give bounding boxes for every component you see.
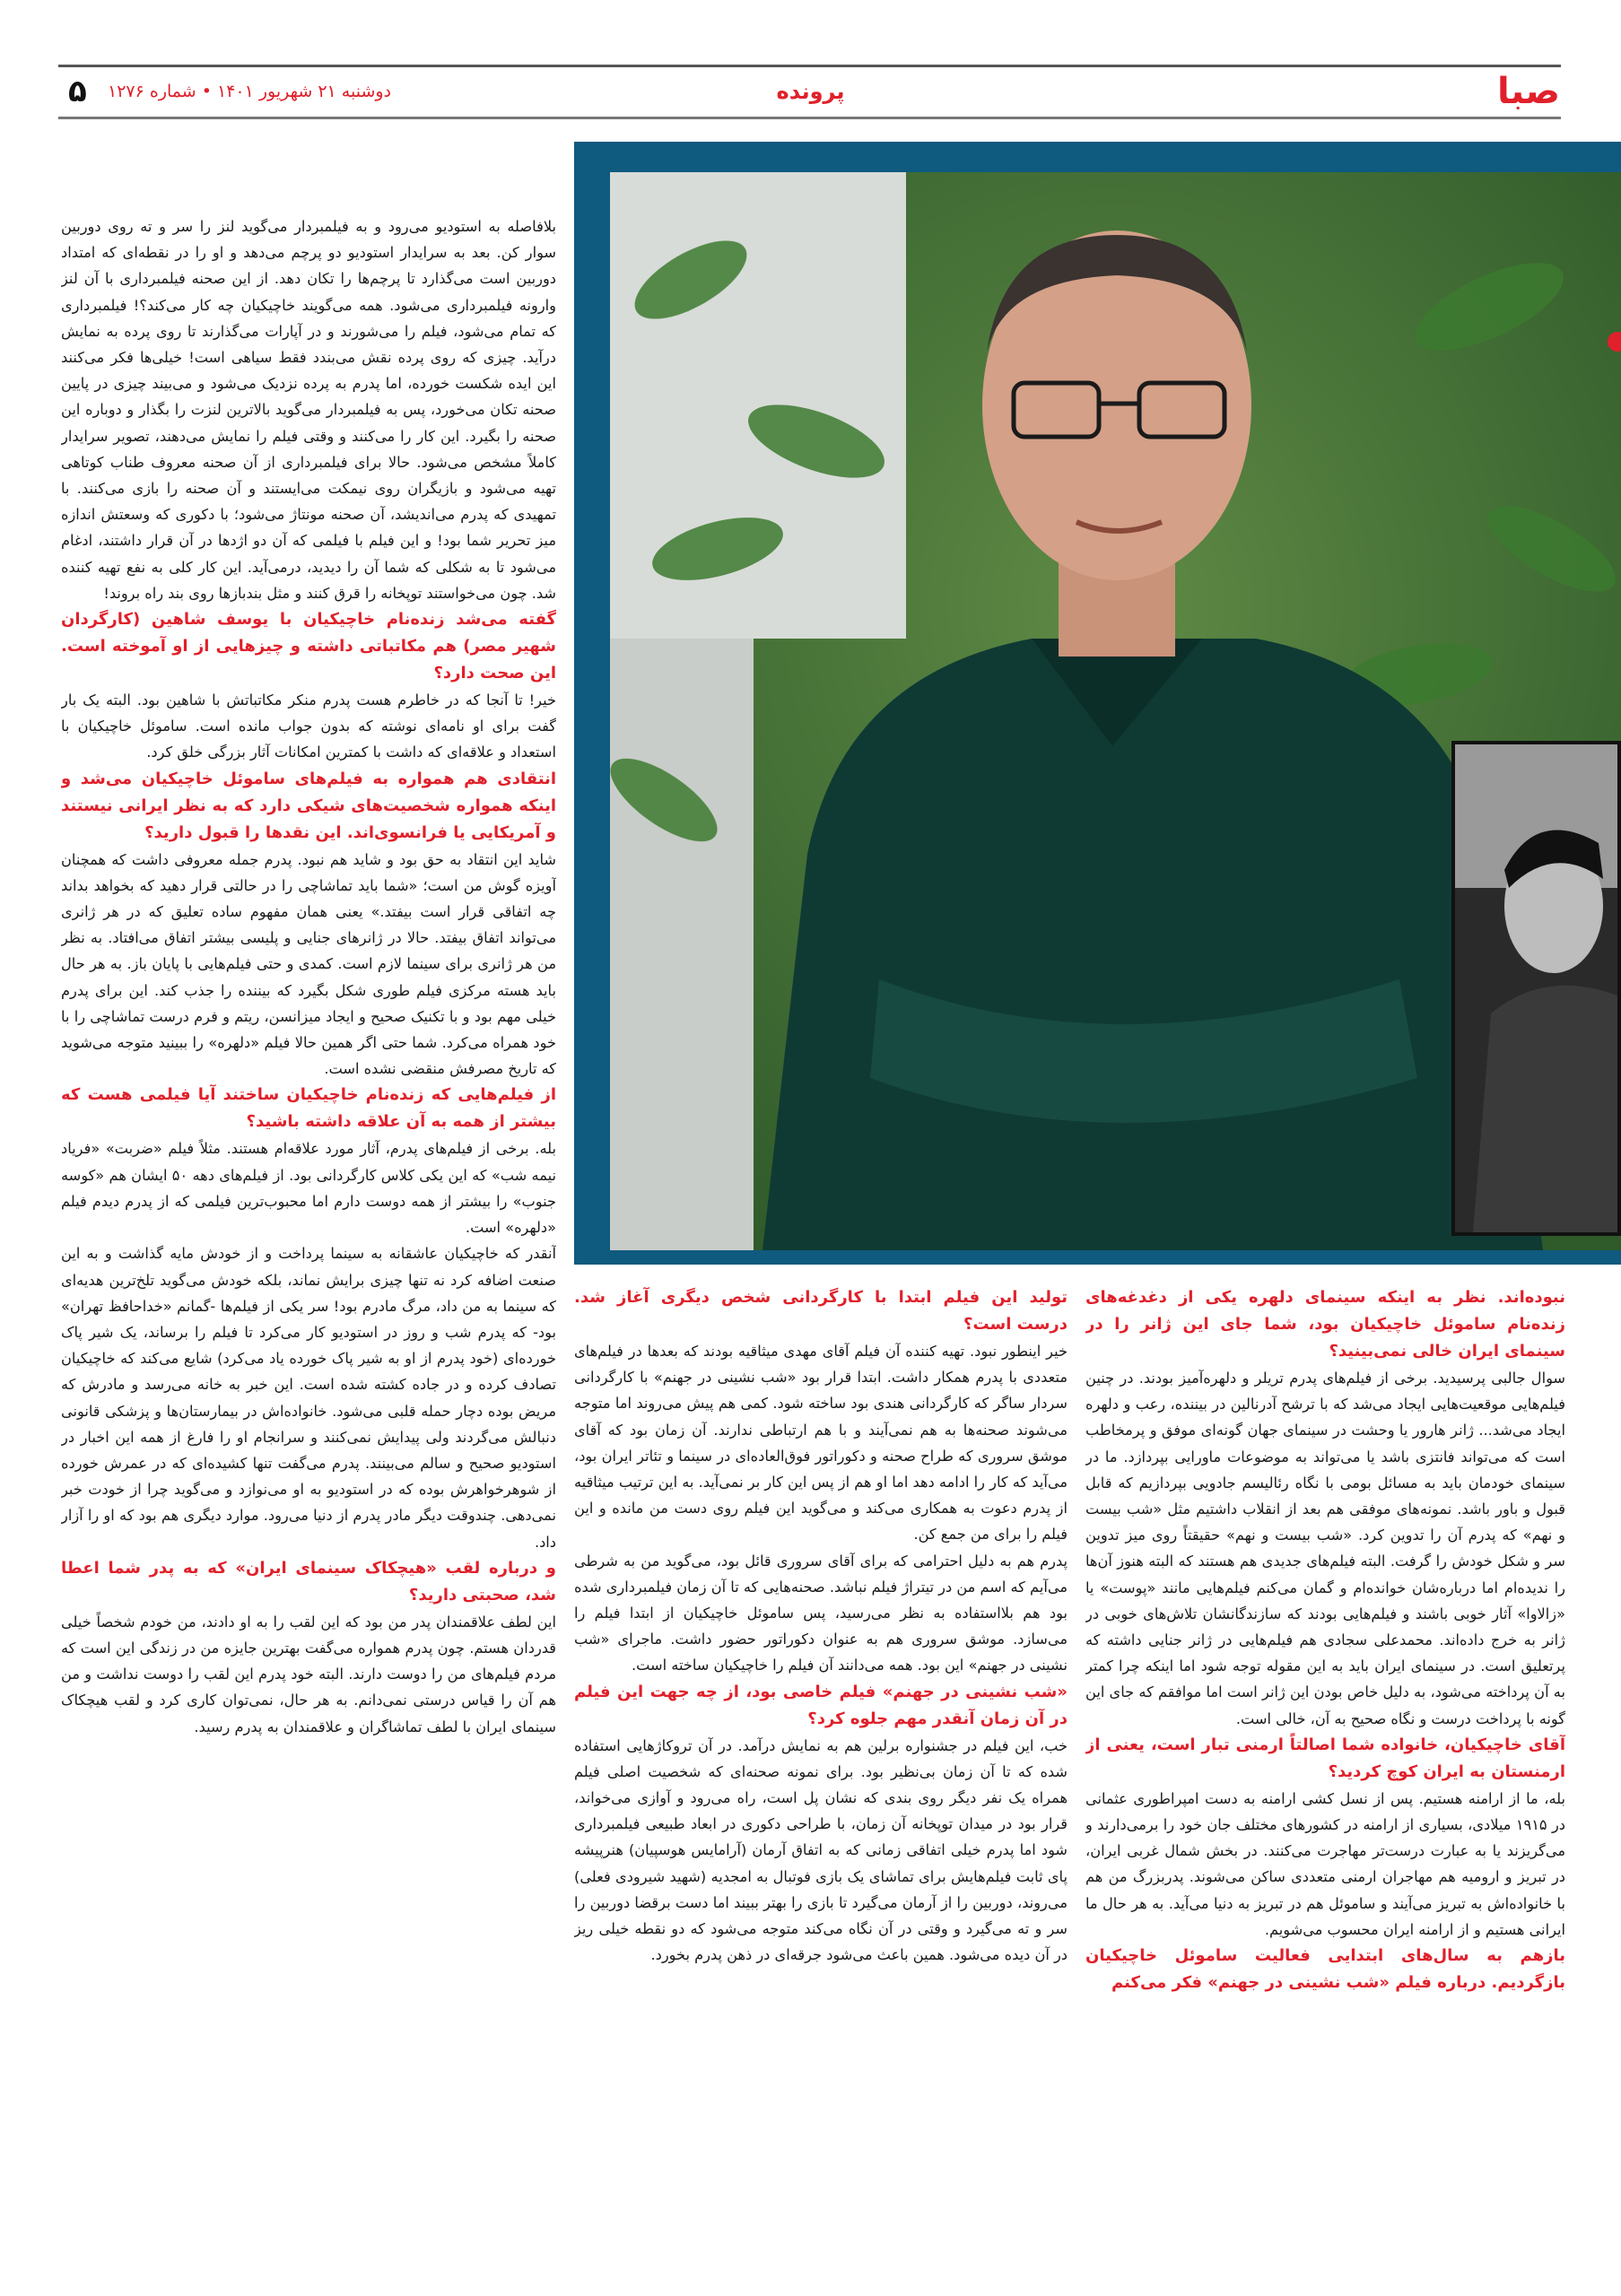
article-column-right bbox=[1085, 1284, 1565, 2235]
interview-question: از فیلم‌هایی که زنده‌نام خاچیکیان ساختند آیا فیلمی هست که بیشتر از همه به آن علاقه داشته باشید؟ bbox=[61, 1085, 556, 1132]
article-paragraph: این لطف علاقمندان پدر من بود که این لقب را به او دادند، من خودم شخصاً خیلی قدردان هستم. چون پدرم همواره می‌گفت بهترین جایزه من در زندگی این است که مردم فیلم‌های من را دوست دارند. البته خود پدرم این لقب را دوست نداشت و من هم آن را قیاس درستی نمی‌دانم. به هر حال، نمی‌توان کاری کرد و لقب هیچکاک سینمای ایران با لطف تماشاگران و علاقمندان به پدرم رسید. bbox=[61, 1613, 556, 1735]
interview-question: آقای خاچیکیان، خانواده شما اصالتاً ارمنی تبار است، یعنی از ارمنستان به ایران کوچ کردید؟ bbox=[1085, 1735, 1565, 1781]
interview-question: بازهم به سال‌های ابتدایی فعالیت ساموئل خاچیکیان بازگردیم. درباره فیلم «شب نشینی در جهنم» فکر می‌کنم bbox=[1085, 1946, 1565, 1993]
article-paragraph: خیر! تا آنجا که در خاطرم هست پدرم منکر مکاتباتش با شاهین بود. البته یک بار گفت برای او نامه‌ای نوشته که بدون جواب مانده است. ساموئل خاچیکیان با استعداد و علاقه‌ای که داشت با کمترین امکانات آثار بزرگی خلق کرد. bbox=[61, 691, 556, 761]
bw-photo-illustration bbox=[1455, 744, 1617, 1232]
red-marker-dot bbox=[1608, 332, 1621, 352]
section-title: پرونده bbox=[776, 79, 845, 104]
header-bottom-rule bbox=[58, 117, 1561, 119]
article-column-left bbox=[61, 213, 556, 2231]
archive-photo-inset bbox=[1451, 741, 1621, 1236]
interview-question: تولید این فیلم ابتدا با کارگردانی شخص دیگری آغاز شد. درست است؟ bbox=[574, 1288, 1068, 1334]
interview-question: نبوده‌اند. نظر به اینکه سینمای دلهره یکی از دغدغه‌های زنده‌نام ساموئل خاچیکیان بود، شما جای این ژانر را در سینمای ایران خالی نمی‌بینید؟ bbox=[1085, 1288, 1565, 1361]
interview-question: «شب نشینی در جهنم» فیلم خاصی بود، از چه جهت این فیلم در آن زمان آنقدر مهم جلوه کرد؟ bbox=[574, 1682, 1068, 1728]
article-paragraph: آنقدر که خاچیکیان عاشقانه به سینما پرداخت و از خودش مایه گذاشت و به این صنعت اضافه کرد نه تنها چیزی برایش نماند، بلکه خودش می‌گوید تلخ‌ترین هدیه‌ای که سینما به من داد، مرگ مادرم بود! سر یکی از فیلم‌ها -گمانم «خداحافظ تهران» بود- که پدرم شب و روز در استودیو کار می‌کرد تا فیلم را برساند، یک شیر پاک خورده‌ای (خود پدرم از او به شیر پاک خورده یاد می‌کرد) شایع می‌کند که خاچیکیان تصادف کرده و در جاده کشته شده است. این خبر به خانه می‌رسد و مادرش که مریض بوده دچار حمله قلبی می‌شود. خانواده‌اش در بیمارستان‌ها و پزشکی قانونی دنبالش می‌گردند ولی پیدایش نمی‌کنند و سرانجام او را فارغ از همه این اخبار در استودیو صحیح و سالم می‌بینند. پدرم می‌گفت تنها کشیده‌ای که در عمرش خورده از شوهرخواهرش بوده که در استودیو به او می‌نوازد و می‌گوید چرا از خودت خبر نمی‌دهی. چندوقت دیگر مادر پدرم از دنیا می‌رود. موارد دیگری هم بود که او را آزار داد. bbox=[61, 1245, 556, 1551]
article-paragraph: بله، ما از ارامنه هستیم. پس از نسل کشی ارامنه به دست امپراطوری عثمانی در ۱۹۱۵ میلادی، بسیاری از ارامنه در کشورهای مختلف جان خود را برمی‌دارند و می‌گریزند یا به عبارت درست‌تر مهاجرت می‌کنند. در بخش شمال غربی ایران، در تبریز و ارومیه هم مهاجران ارمنی متعددی ساکن می‌شوند. پدربزرگ من هم با خانواده‌اش به تبریز می‌آیند و ساموئل هم در تبریز به دنیا می‌آید. به هر حال ما ایرانی هستیم و از ارامنه ایران محسوب می‌شویم. bbox=[1085, 1789, 1565, 1938]
interview-question: گفته می‌شد زنده‌نام خاچیکیان با یوسف شاهین (کارگردان شهیر مصر) هم مکاتباتی داشته و چیزهایی از او آموخته است. این صحت دارد؟ bbox=[61, 610, 556, 683]
article-paragraph: بله. برخی از فیلم‌های پدرم، آثار مورد علاقه‌ام هستند. مثلاً فیلم «ضربت» «فریاد نیمه شب» که این یکی کلاس کارگردانی بود. از فیلم‌های دهه ۵۰ ایشان هم «کوسه جنوب» را بیشتر از همه دوست دارم اما محبوب‌ترین فیلمی که از پدرم دیدم فیلم «دلهره» است. bbox=[61, 1140, 556, 1237]
page-number: ۵ bbox=[68, 74, 87, 109]
newspaper-logo: صبا bbox=[1497, 71, 1560, 112]
header-top-rule bbox=[58, 65, 1561, 67]
article-paragraph: شاید این انتقاد به حق بود و شاید هم نبود. پدرم جمله معروفی داشت که همچنان آویزه گوش من است؛ «شما باید تماشاچی را در حالتی قرار دهید که بخواهد بداند چه اتفاقی قرار است بیفتد.» یعنی همان مفهوم ساده تعلیق که در هر ژانری می‌تواند اتفاق بیفتد. حالا در ژانرهای جنایی و پلیسی بیشتر اتفاق می‌افتاد. به نظر من هر ژانری برای سینما لازم است. کمدی و حتی فیلم‌هایی با پایان باز. به هر حال باید هسته مرکزی فیلم طوری شکل بگیرد که بیننده را جذب کند. این برای پدرم خیلی مهم بود و با تکنیک صحیح و ایجاد میزانسن، ریتم و فرم درست تماشاچی را با خود همراه می‌کرد. شما حتی اگر همین حالا فیلم «دلهره» را ببینید متوجه می‌شوید که تاریخ مصرفش منقضی نشده است. bbox=[61, 850, 556, 1078]
article-paragraph: بلافاصله به استودیو می‌رود و به فیلمبردار می‌گوید لنز را سر و ته روی دوربین سوار کن. بعد به سرایدار استودیو دو پرچم می‌دهد و او را در نقطه‌ای که امتداد دوربین است می‌گذارد تا پرچم‌ها را تکان دهد. از این صحنه فیلمبرداری با آن لنز وارونه فیلمبرداری می‌شود. همه می‌گویند خاچیکیان چه کار می‌کند؟! فیلمبرداری که تمام می‌شود، فیلم را می‌شورند و در آپارات می‌گذارند تا روی پرده به نمایش درآید. چیزی که روی پرده نقش می‌بندد فقط سیاهی است! خیلی‌ها فکر می‌کنند این ایده شکست خورده، اما پدرم به پرده نزدیک می‌شود و می‌بیند چیزی در پایین صحنه تکان می‌خورد، پس به فیلمبردار می‌گوید بالاترین لنزت را بگذار و دوباره این صحنه را بگیرد. این کار را می‌کنند و وقتی فیلم را نمایش می‌دهند، تصویر سرایدار کاملاً مشخص می‌شود. حالا برای فیلمبرداری از آن صحنه معروف طناب کوتاهی تهیه می‌شود و بازیگران روی نیمکت می‌ایستند و آن صحنه را بازی می‌کنند. با تمهیدی که پدرم می‌اندیشد، آن صحنه مونتاژ می‌شود؛ با دکوری که وسعتش اندازه میز تحریر شما بود! و این فیلم با فیلمی که آن دو اژدها در آن قرار داشتند، ادغام می‌شود تا به شکلی که شما آن را دیدید، درمی‌آید. این کار کلی به نفع تهیه کننده شد. چون می‌خواستند توپخانه را قرق کنند و مثل بندبازها روی بند راه بروند! bbox=[61, 218, 556, 602]
interview-question: انتقادی هم همواره به فیلم‌های ساموئل خاچیکیان می‌شد و اینکه همواره شخصیت‌های شیکی دارد که به نظر ایرانی نیستند و آمریکایی یا فرانسوی‌اند. این نقدها را قبول دارید؟ bbox=[61, 769, 556, 842]
interview-question: و درباره لقب «هیچکاک سینمای ایران» که به پدر شما اعطا شد، صحبتی دارید؟ bbox=[61, 1558, 556, 1605]
issue-date: دوشنبه ۲۱ شهریور ۱۴۰۱ • شماره ۱۲۷۶ bbox=[108, 82, 392, 101]
article-paragraph: پدرم هم به دلیل احترامی که برای آقای سروری قائل بود، می‌گوید من به شرطی می‌آیم که اسم من در تیتراژ فیلم نباشد. صحنه‌هایی که تا آن زمان فیلمبرداری شده بود هم بلااستفاده به نظر می‌رسید، پس ساموئل خاچیکیان از ابتدا فیلم را می‌سازد. موشق سروری هم به عنوان دکوراتور حضور داشت. ماجرای «شب نشینی در جهنم» این بود. همه می‌دانند آن فیلم را خاچیکیان ساخته است. bbox=[574, 1552, 1068, 1674]
article-paragraph: خب، این فیلم در جشنواره برلین هم به نمایش درآمد. در آن تروکاژهایی استفاده شده که تا آن زمان بی‌نظیر بود. برای نمونه صحنه‌ای که شخصیت اصلی فیلم همراه یک نفر دیگر روی بندی که نشان پل است، راه می‌رود و آوازی می‌خواند، قرار بود در میدان توپخانه آن زمان، با طراحی دکوری در ابعاد طبیعی فیلمبرداری شود اما پدرم خیلی اتفاقی زمانی که به اتفاق آرمان (آرامایس هوسپیان) هنرپیشه پای ثابت فیلم‌هایش برای تماشای یک بازی فوتبال به امجدیه (شهید شیرودی فعلی) می‌روند، دوربین را از آرمان می‌گیرد تا بازی را بهتر ببیند اما دست برقضا دوربین را سر و ته می‌گیرد و وقتی در آن نگاه می‌کند متوجه می‌شود که دو نقطه خیلی ریز در آن دیده می‌شود. همین باعث می‌شود جرقه‌ای در ذهن پدرم بخورد. bbox=[574, 1736, 1068, 1964]
article-column-middle bbox=[574, 1284, 1068, 2235]
article-paragraph: سوال جالبی پرسیدید. برخی از فیلم‌های پدرم تریلر و دلهره‌آمیز بودند. در چنین فیلم‌هایی موقعیت‌هایی ایجاد می‌شد که با ترشح آدرنالین در بیننده، رعب و دلهره ایجاد می‌شد... ژانر هارور یا وحشت در سینمای جهان گونه‌ای موفق و پرمخاطب است که می‌تواند فانتزی باشد یا می‌تواند به موضوعات ماورایی بپردازد. ما در سینمای خودمان باید به مسائل بومی با نگاه رئالیسم جادویی بپردازیم که قابل قبول و باور باشد. نمونه‌های موفقی هم بعد از انقلاب داشتیم مثل «شب بیست و نهم» که پدرم آن را تدوین کرد. «شب بیست و نهم» حقیقتاً روی میز تدوین سر و شکل خودش را گرفت. البته فیلم‌های جدیدی هم هستند که البته هنوز آن‌ها را ندیده‌ام اما درباره‌شان خوانده‌ام و گمان می‌کنم فیلم‌هایی مانند «پوست» یا «زالاوا» آثار خوبی باشند و فیلم‌هایی بودند که سازندگانشان تلاش‌های خوبی در ژانر به خرج داده‌اند. محمدعلی سجادی هم فیلم‌هایی در ژانر جنایی داشته که پرتعلیق است. در سینمای ایران باید به این مقوله توجه شود اما اینکه چرا کمتر به آن پرداخته می‌شود، به دلیل خاص بودن این ژانر است اما موافقم که جای این گونه با پرداخت درست و نگاه صحیح به آن، خالی است. bbox=[1085, 1370, 1565, 1727]
article-paragraph: خیر اینطور نبود. تهیه کننده آن فیلم آقای مهدی میثاقیه بودند که بعدها در فیلم‌های متعددی با پدرم همکار داشت. ابتدا قرار بود «شب نشینی در جهنم» با کارگردانی سردار ساگر که کارگردانی هندی بود ساخته شود. کمی هم پیش می‌روند اما متوجه می‌شوند صحنه‌ها به هم نمی‌آیند و با هم ارتباطی ندارند. آن زمان بود که آقای موشق سروری که طراح صحنه و دکوراتور فوق‌العاده‌ای در سینما و تئاتر ایران بود، می‌آید که کار را ادامه دهد اما او هم از پس این کار بر نمی‌آید. به این ترتیب میثاقیه از پدرم دعوت به همکاری می‌کند و می‌گوید این فیلم روی دست من مانده و این فیلم را برای من جمع کن. bbox=[574, 1343, 1068, 1544]
